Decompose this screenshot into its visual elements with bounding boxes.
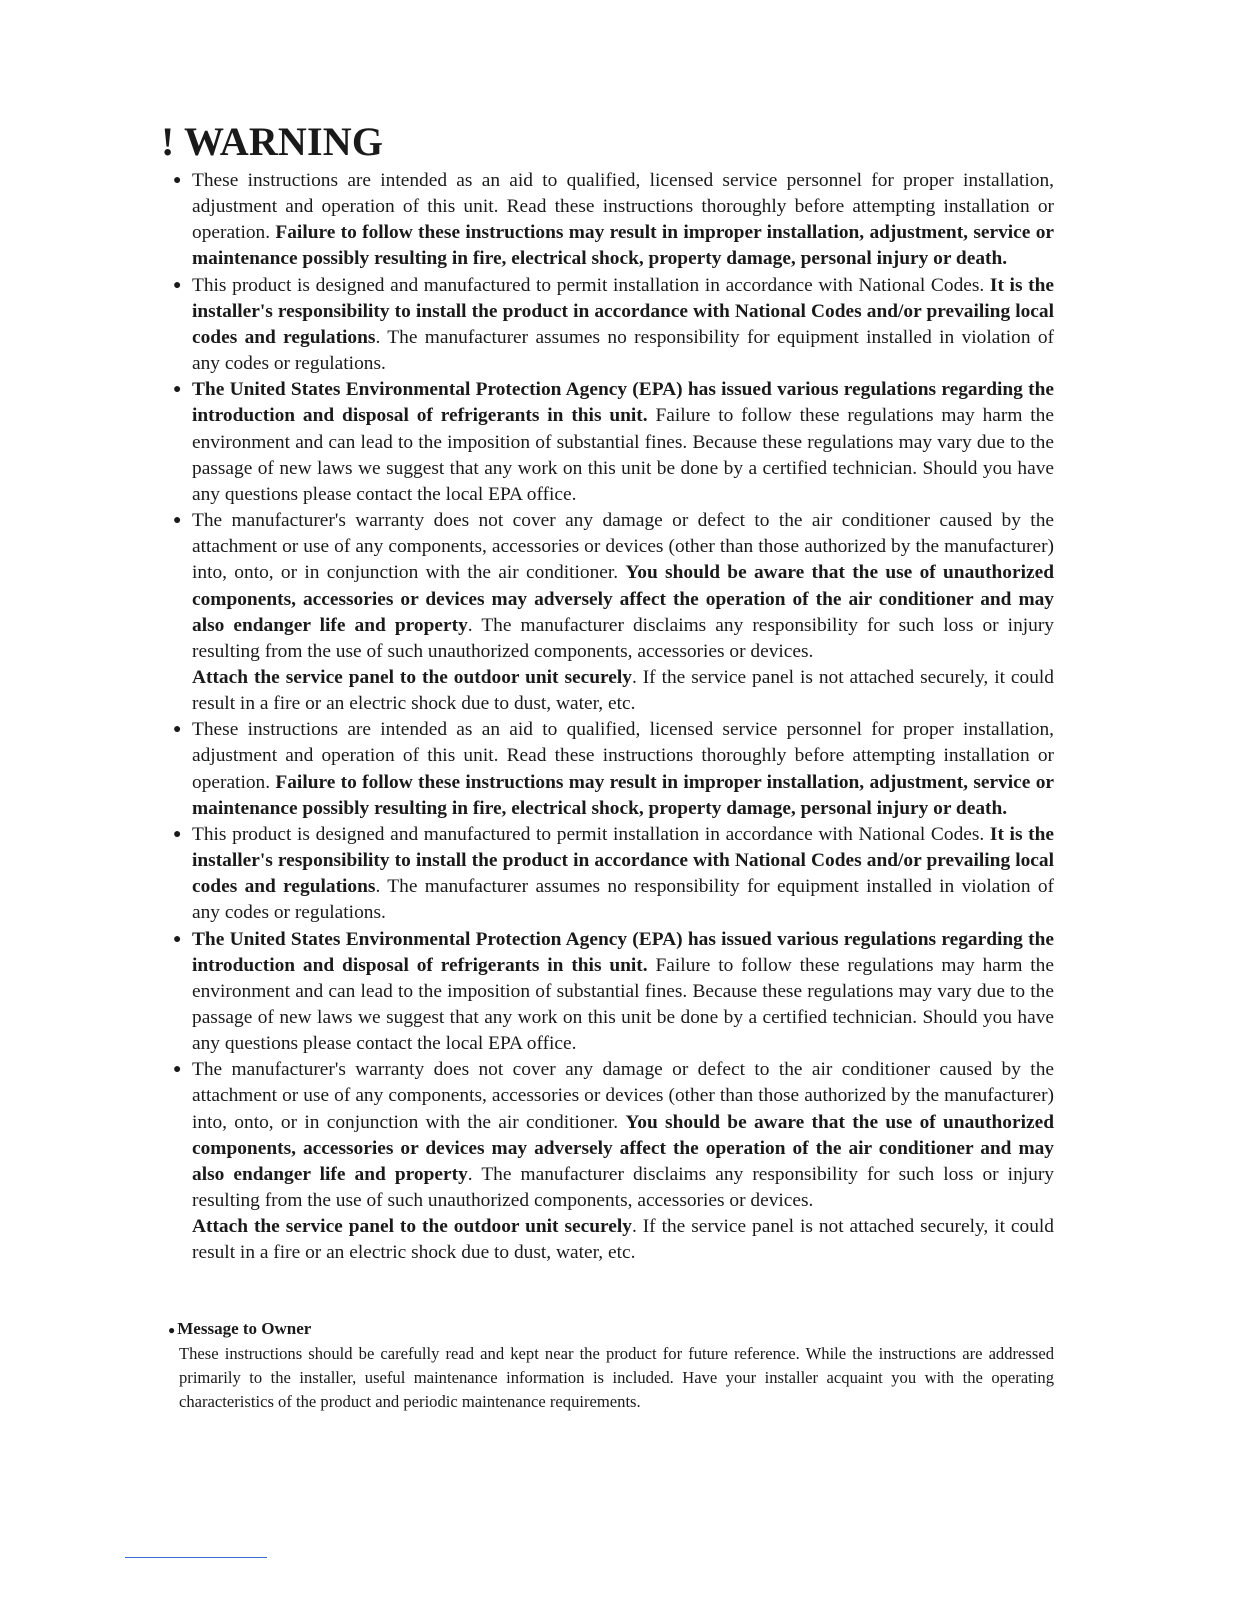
warning-text: . The manufacturer assumes no responsibility for equipment installed in violation of any codes or regulations. xyxy=(192,876,1055,924)
warning-item xyxy=(173,168,1054,273)
bullet-icon: ● xyxy=(173,826,182,842)
bullet-icon: ● xyxy=(173,173,182,188)
warning-text: The manufacturer's warranty does not cover any damage or defect to the air conditioner caused by the attachment or use of any components, accessories or devices (other than those authorized by the manufacturer) into, onto, or in conjunction with the air conditioner. xyxy=(192,510,1054,584)
warning-emphasis: It is the installer's responsibility to install the product in accordance with National Codes and/or prevailing local codes and regulations xyxy=(192,274,1054,348)
warning-item xyxy=(173,717,1054,822)
bullet-icon: ● xyxy=(173,1062,182,1078)
warning-paragraph xyxy=(192,508,1054,665)
bullet-icon: ● xyxy=(173,931,182,947)
footer-divider xyxy=(125,1557,267,1558)
warning-emphasis: The United States Environmental Protection Agency (EPA) has issued various regulations regarding the introduction and disposal of refrigerants in this unit. xyxy=(192,379,1054,427)
warning-text: Failure to follow these regulations may harm the environment and can lead to the imposition of substantial fines. Because these regulations may vary due to the passage of new laws we suggest that any work on this unit be done by a certified technician. Should you have any questions please contact the local EPA office. xyxy=(192,405,1054,505)
warning-text: . The manufacturer disclaims any responsibility for such loss or injury resulting from the use of such unauthorized components, accessories or devices. xyxy=(192,614,1054,662)
owner-message-body: These instructions should be carefully read and kept near the product for future reference. While the instructions are addressed primarily to the installer, useful maintenance information is included. Have your installer acquaint you with the operating characteristics of the product and periodic maintenance requirements. xyxy=(179,1344,1054,1411)
bullet-icon: ● xyxy=(173,513,182,529)
warning-item xyxy=(173,927,1054,1058)
warning-emphasis: It is the installer's responsibility to install the product in accordance with National Codes and/or prevailing local codes and regulations xyxy=(192,823,1054,898)
warning-emphasis: You should be aware that the use of unauthorized components, accessories or devices may adversely affect the operation of the air conditioner and may also endanger life and property xyxy=(192,1111,1054,1185)
owner-message-title xyxy=(168,1317,1054,1342)
warning-item xyxy=(173,377,1054,508)
bullet-icon: ● xyxy=(168,1323,176,1337)
warning-text: These instructions are intended as an aid to qualified, licensed service personnel for proper installation, adjustment and operation of this unit. Read these instructions thoroughly before attempting installation or operation. xyxy=(192,719,1054,793)
warning-item xyxy=(173,1057,1055,1266)
warning-text: These instructions are intended as an aid to qualified, licensed service personnel for proper installation, adjustment and operation of this unit. Read these instructions thoroughly before attempting installation or operation. xyxy=(192,170,1054,244)
warning-emphasis: Failure to follow these instructions may result in improper installation, adjustment, service or maintenance possibly resulting in fire, electrical shock, property damage, personal injury or death. xyxy=(192,222,1054,270)
warning-paragraph xyxy=(192,717,1054,822)
warning-paragraph xyxy=(192,927,1054,1058)
warning-paragraph xyxy=(192,1057,1054,1214)
warning-paragraph xyxy=(192,1214,1054,1266)
warning-item xyxy=(173,273,1055,378)
bullet-icon: ● xyxy=(173,277,182,293)
warning-text: . If the service panel is not attached securely, it could result in a fire or an electric shock due to dust, water, etc. xyxy=(192,666,1055,715)
bullet-icon: ● xyxy=(173,382,182,398)
warning-text: . The manufacturer assumes no responsibility for equipment installed in violation of any codes or regulations. xyxy=(192,326,1055,375)
warning-emphasis: Attach the service panel to the outdoor unit securely xyxy=(192,666,632,688)
warning-emphasis: Failure to follow these instructions may result in improper installation, adjustment, service or maintenance possibly resulting in fire, electrical shock, property damage, personal injury or death. xyxy=(192,771,1054,819)
warning-emphasis: The United States Environmental Protection Agency (EPA) has issued various regulations regarding the introduction and disposal of refrigerants in this unit. xyxy=(192,928,1054,976)
warning-text: . If the service panel is not attached securely, it could result in a fire or an electric shock due to dust, water, etc. xyxy=(192,1216,1055,1264)
bullet-icon: ● xyxy=(173,722,182,738)
warning-text: This product is designed and manufactured to permit installation in accordance with National Codes. xyxy=(192,274,990,296)
warning-emphasis: You should be aware that the use of unauthorized components, accessories or devices may adversely affect the operation of the air conditioner and may also endanger life and property xyxy=(192,562,1054,636)
warning-item xyxy=(173,822,1055,927)
warning-paragraph xyxy=(192,168,1054,273)
owner-title-text: Message to Owner xyxy=(177,1319,312,1338)
owner-message-section xyxy=(168,1317,1054,1414)
warning-item xyxy=(173,508,1055,717)
warning-text: Failure to follow these regulations may harm the environment and can lead to the imposition of substantial fines. Because these regulations may vary due to the passage of new laws we suggest that any work on this unit be done by a certified technician. Should you have any questions please contact the local EPA office. xyxy=(192,954,1054,1055)
warning-list xyxy=(173,168,1055,1267)
warning-paragraph xyxy=(192,377,1054,508)
warning-heading: ! WARNING xyxy=(161,119,384,164)
warning-emphasis: Attach the service panel to the outdoor unit securely xyxy=(192,1216,632,1238)
warning-text: This product is designed and manufactured to permit installation in accordance with National Codes. xyxy=(192,823,990,845)
warning-text: The manufacturer's warranty does not cover any damage or defect to the air conditioner caused by the attachment or use of any components, accessories or devices (other than those authorized by the manufacturer) into, onto, or in conjunction with the air conditioner. xyxy=(192,1059,1054,1133)
warning-paragraph xyxy=(192,822,1054,927)
warning-paragraph xyxy=(192,665,1054,717)
warning-paragraph xyxy=(192,273,1054,378)
warning-text: . The manufacturer disclaims any responsibility for such loss or injury resulting from the use of such unauthorized components, accessories or devices. xyxy=(192,1163,1054,1212)
